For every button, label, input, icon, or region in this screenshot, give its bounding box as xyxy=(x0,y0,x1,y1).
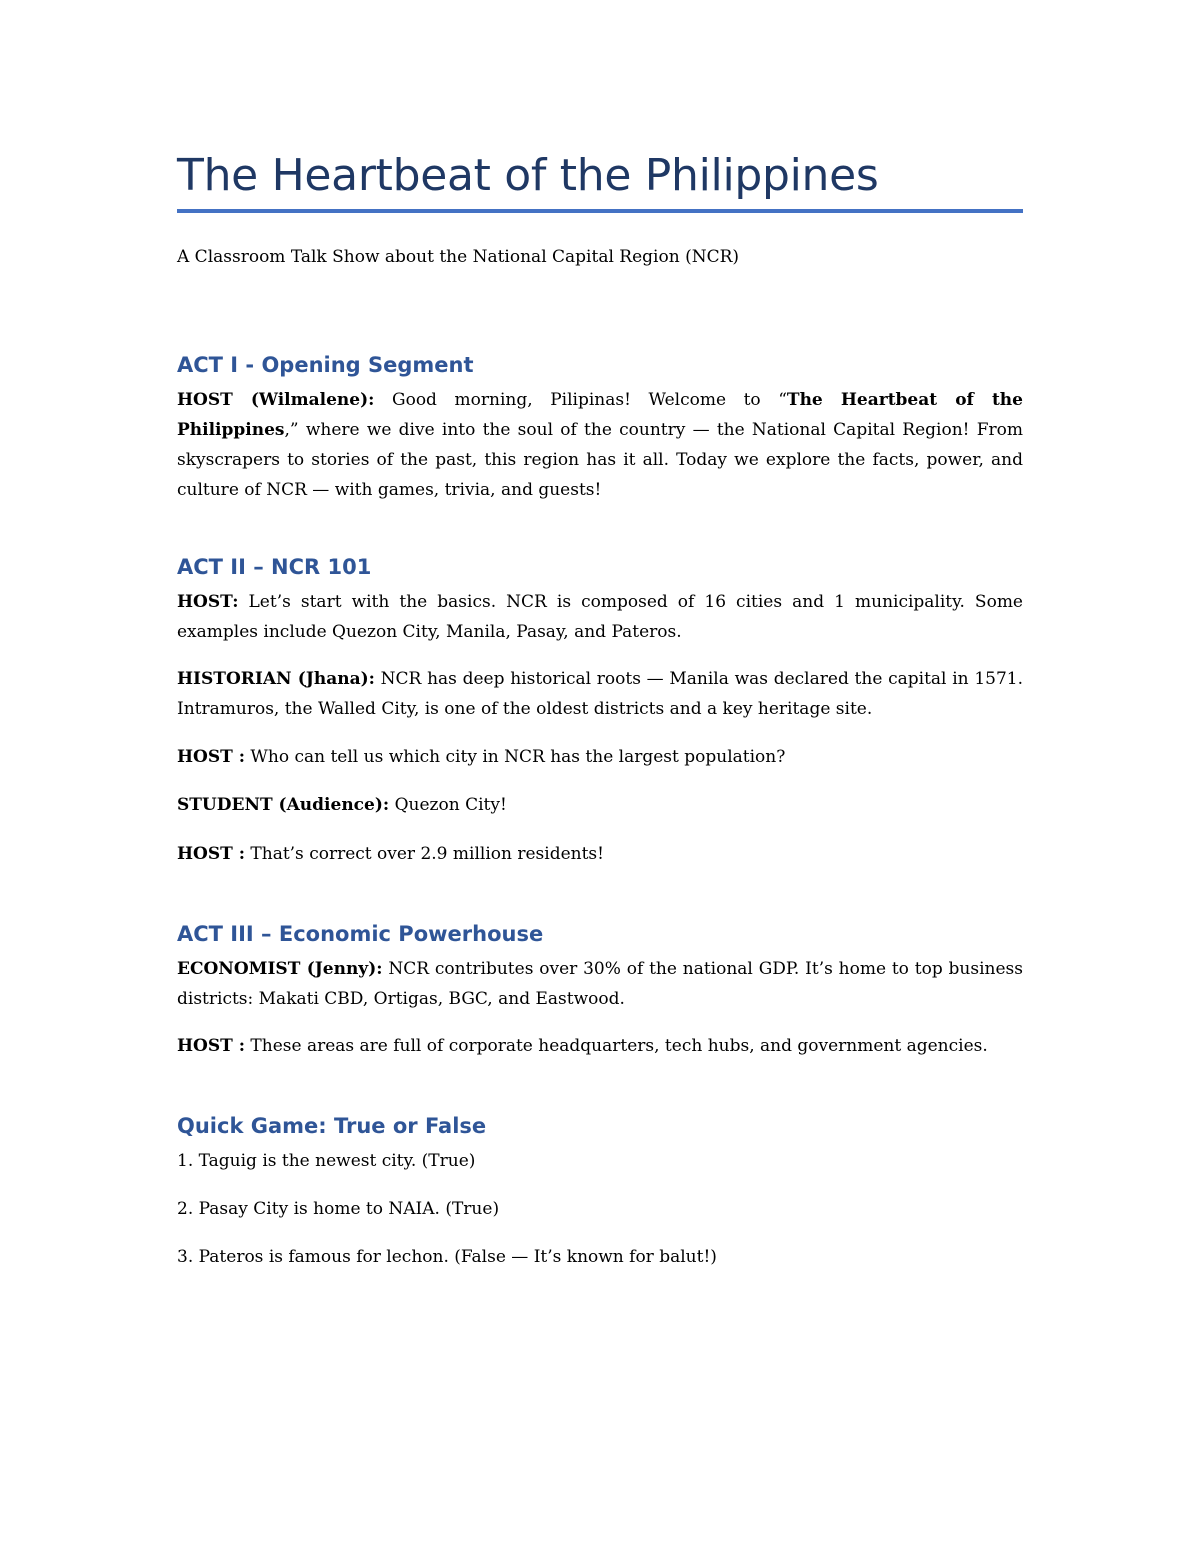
dialogue-text: NCR has deep historical roots — Manila was declared the capital in 1571. Intramuros, the Walled City, is one of the oldest districts and a key heritage site. xyxy=(177,669,1023,719)
act1-host-paragraph xyxy=(177,385,1023,505)
quick-game-heading: Quick Game: True or False xyxy=(177,1114,487,1138)
speaker-label: ECONOMIST (Jenny): xyxy=(177,959,383,979)
act3-heading: ACT III – Economic Powerhouse xyxy=(177,922,544,946)
document-title: The Heartbeat of the Philippines xyxy=(177,150,879,201)
dialogue-text: These areas are full of corporate headquarters, tech hubs, and government agencies. xyxy=(245,1036,988,1056)
dialogue-text: Let’s start with the basics. NCR is composed of 16 cities and 1 municipality. Some examples include Quezon City, Manila, Pasay, and Pateros. xyxy=(177,592,1023,642)
document-page xyxy=(177,0,1023,1553)
quiz-item: 3. Pateros is famous for lechon. (False — It’s known for balut!) xyxy=(177,1247,717,1267)
act3-line xyxy=(177,1031,1023,1061)
speaker-label: HOST: xyxy=(177,592,239,612)
document-subtitle: A Classroom Talk Show about the National Capital Region (NCR) xyxy=(177,247,740,267)
act1-heading: ACT I - Opening Segment xyxy=(177,353,474,377)
dialogue-text: Who can tell us which city in NCR has the largest population? xyxy=(245,747,786,767)
speaker-label: HOST (Wilmalene): xyxy=(177,390,375,410)
quiz-item: 2. Pasay City is home to NAIA. (True) xyxy=(177,1199,500,1219)
act2-line xyxy=(177,790,1023,820)
act2-heading: ACT II – NCR 101 xyxy=(177,555,372,579)
speaker-label: HOST : xyxy=(177,747,245,767)
speaker-label: STUDENT (Audience): xyxy=(177,795,390,815)
dialogue-text: Good morning, Pilipinas! Welcome to “ xyxy=(374,390,787,410)
dialogue-text: ,” where we dive into the soul of the country — the National Capital Region! From skyscrapers to stories of the past, this region has it all. Today we explore the facts, power, and culture of NCR — with games, trivia, and guests! xyxy=(177,420,1023,500)
quiz-item: 1. Taguig is the newest city. (True) xyxy=(177,1151,476,1171)
act2-line xyxy=(177,839,1023,869)
act2-line xyxy=(177,664,1023,724)
show-name: The Heartbeat of the Philippines xyxy=(177,390,1023,440)
dialogue-text: NCR contributes over 30% of the national GDP. It’s home to top business districts: Makati CBD, Ortigas, BGC, and Eastwood. xyxy=(177,959,1023,1009)
speaker-label: HISTORIAN (Jhana): xyxy=(177,669,375,689)
dialogue-text: Quezon City! xyxy=(389,795,507,815)
speaker-label: HOST : xyxy=(177,844,245,864)
act2-line xyxy=(177,742,1023,772)
speaker-label: HOST : xyxy=(177,1036,245,1056)
act3-line xyxy=(177,954,1023,1014)
dialogue-text: That’s correct over 2.9 million residents! xyxy=(245,844,604,864)
act2-line xyxy=(177,587,1023,647)
title-underline xyxy=(177,209,1023,213)
